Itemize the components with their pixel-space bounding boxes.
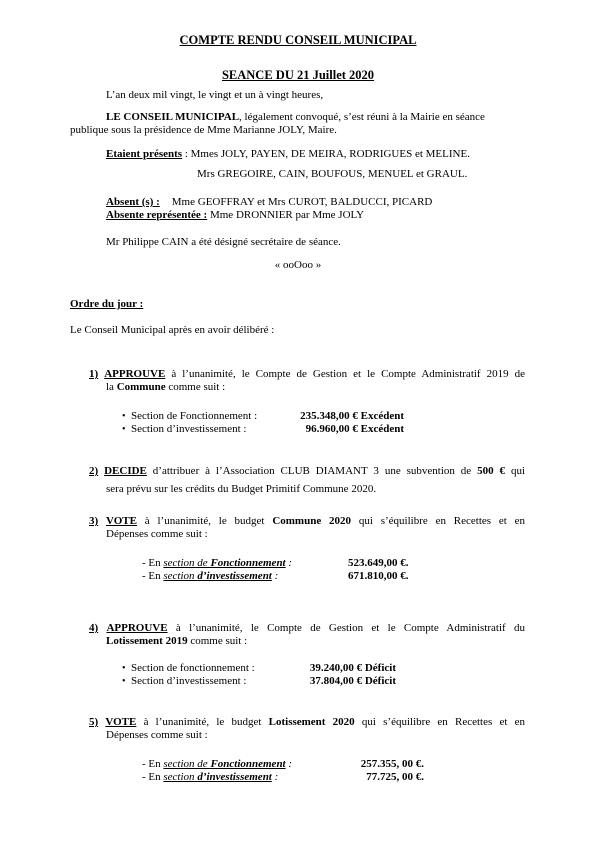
item-5-verb: VOTE [105, 716, 137, 728]
item-2-text: d’attribuer à l’Association CLUB DIAMANT 3 une subvention de [146, 465, 478, 477]
present-text: : Mmes JOLY, PAYEN, DE MEIRA, RODRIGUES et MELINE. [182, 148, 470, 160]
item-4-number: 4) [89, 622, 99, 634]
item-5-row-2-label [142, 771, 278, 784]
item-1-post: comme suit : [165, 381, 226, 393]
item-2-number: 2) [89, 465, 99, 477]
item-3-row-2-label [142, 570, 278, 583]
item-2-amount: 500 € [477, 465, 506, 477]
session-title: SEANCE DU 21 Juillet 2020 [221, 68, 375, 82]
item-1-row-1-label: • Section de Fonctionnement : [131, 410, 257, 423]
row-prefix: - En [142, 557, 164, 569]
item-5-row-1-label [142, 758, 292, 771]
council-label: LE CONSEIL MUNICIPAL [106, 111, 240, 123]
agenda-lead: Le Conseil Municipal après en avoir délibéré : [70, 324, 275, 336]
item-1-text: à l’unanimité, le Compte de Gestion et le Compte Administratif 2019 de [165, 368, 526, 380]
present-line-2: Mrs GREGOIRE, CAIN, BOUFOUS, MENUEL et GRAUL. [197, 168, 468, 180]
absent-line [106, 196, 432, 209]
row-section: section de [163, 557, 211, 569]
item-4-line-2 [106, 635, 247, 648]
council-text: , légalement convoqué, s’est réuni à la Mairie en séance [239, 111, 485, 123]
item-1-entity: Commune [116, 381, 166, 393]
item-2-line-1 [89, 465, 525, 478]
item-1-line-1 [89, 368, 525, 381]
item-5-number: 5) [89, 716, 99, 728]
item-5-row-2-value: 77.725, 00 €. [366, 771, 424, 783]
agenda-heading: Ordre du jour : [70, 298, 144, 310]
item-3-row-1-label [142, 557, 292, 570]
item-3-line-2: Dépenses comme suit : [106, 528, 208, 540]
item-3-number: 3) [89, 515, 99, 527]
council-line-2: publique sous la présidence de Mme Marianne JOLY, Maire. [70, 124, 337, 136]
item-4-row-1-label: • Section de fonctionnement : [131, 662, 255, 675]
item-2-verb: DECIDE [104, 465, 147, 477]
item-5-line-2: Dépenses comme suit : [106, 729, 208, 741]
represented-text: Mme DRONNIER par Mme JOLY [207, 209, 365, 221]
absent-label: Absent (s) : [106, 196, 160, 208]
row-colon: : [271, 771, 279, 783]
absent-text: Mme GEOFFRAY et Mrs CUROT, BALDUCCI, PICARD [171, 196, 433, 208]
item-3-entity: Commune 2020 [272, 515, 352, 527]
represented-line [106, 209, 364, 222]
item-5-text: à l’unanimité, le budget [136, 716, 269, 728]
page-title: COMPTE RENDU CONSEIL MUNICIPAL [179, 33, 417, 47]
item-5-entity: Lotissement 2020 [268, 716, 355, 728]
item-1-row-1-value: 235.348,00 € Excédent [300, 410, 404, 422]
secretary-line: Mr Philippe CAIN a été désigné secrétaire de séance. [106, 236, 341, 248]
row-colon: : [271, 570, 279, 582]
row-colon: : [285, 557, 293, 569]
row-section-name: d’investissement [197, 570, 272, 582]
item-4-verb: APPROUVE [106, 622, 168, 634]
item-1-verb: APPROUVE [104, 368, 166, 380]
row-section: section de [163, 758, 211, 770]
item-4-row-1-value: 39.240,00 € Déficit [309, 662, 396, 674]
row-prefix: - En [142, 570, 164, 582]
item-3-verb: VOTE [106, 515, 137, 527]
item-4-text: à l’unanimité, le Compte de Gestion et le Compte Administratif du [167, 622, 526, 634]
item-4-row-2-value: 37.804,00 € Déficit [309, 675, 396, 687]
row-prefix: - En [142, 771, 164, 783]
row-colon: : [285, 758, 293, 770]
item-3-post: qui s’équilibre en Recettes et en [351, 515, 526, 527]
item-4-entity: Lotissement 2019 [106, 635, 188, 647]
item-4-post: comme suit : [187, 635, 248, 647]
item-1-number: 1) [89, 368, 99, 380]
row-section: section [163, 771, 198, 783]
item-5-row-1-value: 257.355, 00 €. [360, 758, 424, 770]
item-1-row-2-value: 96.960,00 € Excédent [305, 423, 404, 435]
row-section: section [163, 570, 198, 582]
row-section-name: Fonctionnement [210, 758, 286, 770]
item-4-line-1 [89, 622, 525, 635]
item-3-row-2-value: 671.810,00 €. [348, 570, 409, 582]
item-3-line-1 [89, 515, 525, 528]
row-section-name: Fonctionnement [210, 557, 286, 569]
item-1-line-2 [106, 381, 225, 394]
item-5-line-1 [89, 716, 525, 729]
item-1-row-2-label: • Section d’investissement : [131, 423, 246, 436]
item-4-row-2-label: • Section d’investissement : [131, 675, 246, 688]
separator: « ooOoo » [274, 259, 322, 271]
row-section-name: d’investissement [197, 771, 272, 783]
present-label: Etaient présents [106, 148, 183, 160]
item-2-line-2: sera prévu sur les crédits du Budget Primitif Commune 2020. [106, 483, 377, 495]
item-1-pre: la [106, 381, 117, 393]
item-3-row-1-value: 523.649,00 €. [348, 557, 409, 569]
row-prefix: - En [142, 758, 164, 770]
council-line [106, 111, 485, 124]
present-line [106, 148, 470, 161]
represented-label: Absente représentée : [106, 209, 208, 221]
item-5-post: qui s’équilibre en Recettes et en [354, 716, 526, 728]
item-3-text: à l’unanimité, le budget [136, 515, 273, 527]
date-line: L’an deux mil vingt, le vingt et un à vingt heures, [106, 89, 324, 101]
item-2-post: qui [505, 465, 526, 477]
